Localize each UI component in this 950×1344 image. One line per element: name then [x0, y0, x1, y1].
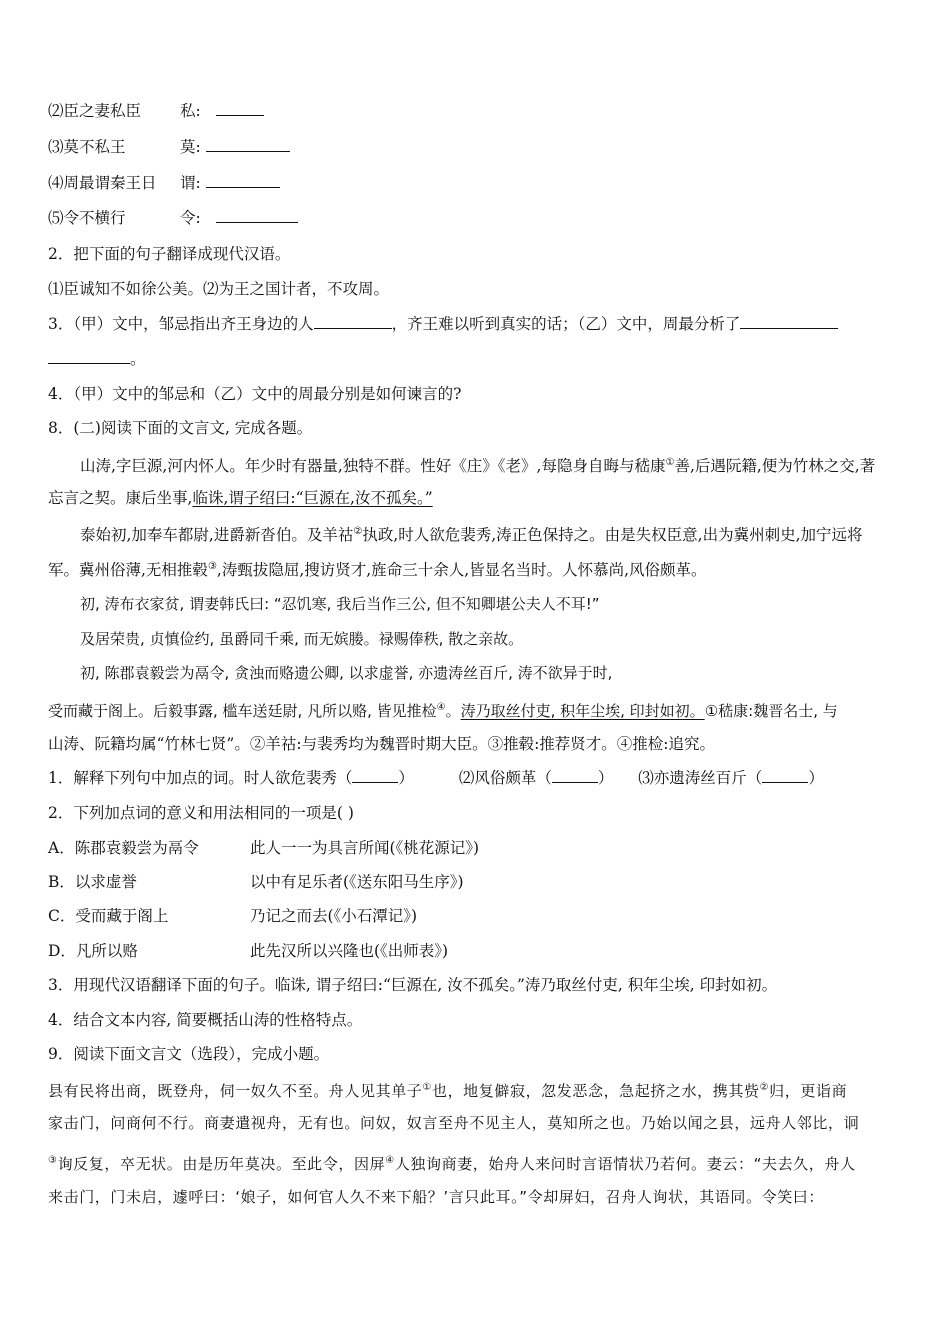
answer-blank[interactable] — [216, 100, 264, 116]
question-2-sentences: ⑴臣诚知不如徐公美。⑵为王之国计者，不攻周。 — [48, 280, 390, 298]
underlined-sentence: 临诛,谓子绍曰:“巨源在,汝不孤矣。” — [192, 489, 433, 507]
footnote-marker: ① — [422, 1082, 432, 1093]
passage-line: 初, 陈郡袁毅尝为鬲令, 贪浊而赂遗公卿, 以求虚誉, 亦遗涛丝百斤, 涛不欲异于时, — [80, 664, 613, 682]
vocab-word: 私: — [180, 102, 201, 120]
passage-line: 初, 涛布衣家贫, 谓妻韩氏曰: “忍饥寒, 我后当作三公, 但不知卿堪公夫人不耳!” — [80, 595, 600, 613]
passage-line: 泰始初,加奉车都尉,进爵新沓伯。及羊祜②执政,时人欲危裴秀,涛正色保持之。由是失权臣意,出为冀州刺史,加宁远将 — [80, 526, 863, 545]
option-d[interactable]: D．凡所以赂 此先汉所以兴隆也(《出师表》) — [48, 942, 449, 960]
answer-blank[interactable] — [216, 207, 298, 223]
footnote-marker: ③ — [48, 1155, 58, 1166]
question-3: 3．用现代汉语翻译下面的句子。临诛, 谓子绍曰:“巨源在, 汝不孤矣。”涛乃取丝付吏, 积年尘埃, 印封如初。 — [48, 976, 778, 994]
answer-blank[interactable] — [352, 767, 398, 783]
passage-line: 家击门，问商何不行。商妻遣视舟，无有也。问奴，奴言至舟不见主人，莫知所之也。乃始以闻之县，远舟人邻比，诇 — [48, 1114, 860, 1132]
question-4: 4．（甲）文中的邹忌和（乙）文中的周最分别是如何谏言的? — [48, 385, 462, 403]
question-1: 1．解释下列句中加点的词。时人欲危裴秀（ ） ⑵风俗颇革（ ） ⑶亦遗涛丝百斤（ ） — [48, 769, 824, 787]
passage-line: 及居荣贵, 贞慎俭约, 虽爵同千乘, 而无嫔媵。禄赐俸秩, 散之亲故。 — [80, 630, 524, 648]
answer-blank[interactable] — [740, 313, 838, 329]
passage-line: 县有民将出商，既登舟，伺一奴久不至。舟人见其单子①也，地复僻寂，忽发恶念，急起挤之水，携其赀②归，更诣商 — [48, 1082, 848, 1100]
answer-blank[interactable] — [314, 313, 392, 329]
vocab-item — [48, 172, 906, 194]
vocab-item — [48, 207, 906, 229]
passage-line: 来击门，门未启，遽呼曰：‘娘子，如何官人久不来下船？’言只此耳。”令却屏妇，召舟人询状，其语同。令笑曰： — [48, 1188, 825, 1206]
passage-line: ③询反复，卒无状。由是历年莫决。至此令，因屏④人独询商妻，始舟人来问时言语情状乃若何。妻云：“夫去久，舟人 — [48, 1155, 856, 1173]
footnotes-line: 山涛、阮籍均属“竹林七贤”。②羊祜:与裴秀均为魏晋时期大臣。③推毂:推荐贤才。④推检:追究。 — [48, 735, 716, 753]
vocab-item — [48, 136, 906, 158]
vocab-word: 莫: — [180, 138, 201, 156]
section-9-heading: 9．阅读下面文言文（选段），完成小题。 — [48, 1045, 330, 1063]
question-2: 2．把下面的句子翻译成现代汉语。 — [48, 245, 291, 263]
footnote-marker: ② — [353, 526, 363, 537]
underlined-sentence: 涛乃取丝付吏, 积年尘埃, 印封如初。 — [460, 702, 705, 720]
option-c[interactable]: C．受而藏于阁上 乃记之而去(《小石潭记》) — [48, 907, 418, 925]
option-a[interactable]: A．陈郡袁毅尝为鬲令 此人一一为具言所闻(《桃花源记》) — [48, 839, 480, 857]
footnote-marker: ③ — [207, 561, 217, 572]
footnote-marker: ① — [665, 457, 675, 468]
vocab-phrase: ⑸令不横行 — [48, 209, 126, 227]
answer-blank[interactable] — [552, 767, 598, 783]
passage-line: 山涛,字巨源,河内怀人。年少时有器量,独特不群。性好《庄》《老》,每隐身自晦与嵇康①善,后遇阮籍,便为竹林之交,著 — [80, 457, 876, 476]
vocab-word: 谓: — [180, 174, 201, 192]
answer-blank[interactable] — [206, 136, 290, 152]
section-8-heading: 8．(二)阅读下面的文言文, 完成各题。 — [48, 419, 313, 437]
footnote-marker: ④ — [385, 1155, 395, 1166]
answer-blank[interactable] — [48, 348, 130, 364]
vocab-item — [48, 100, 906, 122]
option-b[interactable]: B．以求虚誉 以中有足乐者(《送东阳马生序》) — [48, 873, 464, 891]
footnote-marker: ④ — [436, 702, 446, 713]
question-3-continued: 。 — [48, 348, 906, 370]
passage-line: 忘言之契。康后坐事,临诛,谓子绍曰:“巨源在,汝不孤矣。” — [48, 489, 433, 507]
question-3: 3．（甲）文中，邹忌指出齐王身边的人 ，齐王难以听到真实的话；（乙）文中，周最分析了 — [48, 313, 906, 335]
answer-blank[interactable] — [762, 767, 808, 783]
footnote-marker: ② — [759, 1082, 770, 1093]
answer-blank[interactable] — [206, 172, 280, 188]
passage-line: 军。冀州俗薄,无相推毂③,涛甄拔隐屈,搜访贤才,旌命三十余人,皆显名当时。人怀慕尚,风俗颇革。 — [48, 561, 707, 580]
vocab-phrase: ⑶莫不私王 — [48, 138, 126, 156]
vocab-phrase: ⑵臣之妻私臣 — [48, 102, 142, 120]
question-4: 4．结合文本内容, 简要概括山涛的性格特点。 — [48, 1011, 363, 1029]
vocab-word: 令: — [180, 209, 201, 227]
passage-line: 受而藏于阁上。后毅事露, 槛车送廷尉, 凡所以赂, 皆见推检④。涛乃取丝付吏, 积年尘埃, 印封如初。①嵇康:魏晋名士, 与 — [48, 702, 838, 720]
question-2: 2．下列加点词的意义和用法相同的一项是( ) — [48, 804, 354, 822]
vocab-phrase: ⑷周最谓秦王日 — [48, 174, 157, 192]
